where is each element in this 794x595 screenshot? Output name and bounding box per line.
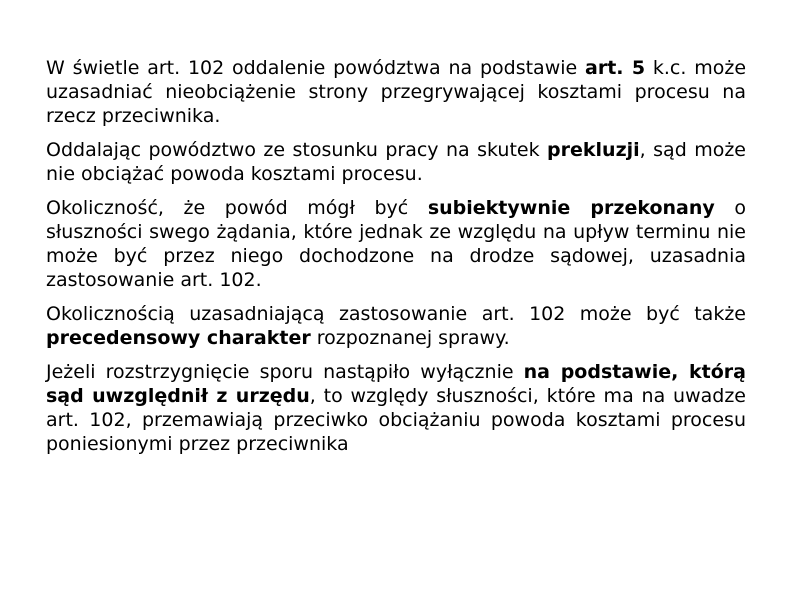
paragraph-precedens — [46, 302, 746, 350]
paragraph-text: Okolicznością uzasadniającą zastosowanie art. 102 może być także — [46, 303, 746, 325]
paragraph-text: W świetle art. 102 oddalenie powództwa na podstawie — [46, 57, 585, 79]
emphasis-text: precedensowy charakter — [46, 327, 311, 349]
emphasis-text: na podstawie, którą sąd uwzględnił z urzędu — [46, 361, 746, 407]
paragraph-text: Jeżeli rozstrzygnięcie sporu nastąpiło wyłącznie — [46, 361, 524, 383]
paragraph-text: k.c. może uzasadniać nieobciążenie strony przegrywającej kosztami procesu na rzecz przeciwnika. — [46, 57, 747, 127]
paragraph-text: , to względy słuszności, które ma na uwadze art. 102, przemawiają przeciwko obciążaniu powoda kosztami procesu poniesionymi przez przeciwnika — [46, 385, 746, 455]
paragraph-text: Oddalając powództwo ze stosunku pracy na skutek — [46, 139, 548, 161]
paragraph-text: Okoliczność, że powód mógł być — [46, 197, 428, 219]
paragraph-text: rozpoznanej sprawy. — [310, 327, 510, 349]
paragraph-z-urzedu — [46, 360, 746, 456]
paragraph-art5 — [46, 56, 746, 128]
paragraph-subiektywne-przekonanie — [46, 196, 746, 292]
paragraph-text: o słuszności swego żądania, które jednak ze względu na upływ terminu nie może być przez niego dochodzone na drodze sądowej, uzasadnia zastosowanie art. 102. — [46, 197, 746, 291]
emphasis-text: prekluzji — [547, 139, 640, 161]
paragraph-text: , sąd może nie obciążać powoda kosztami procesu. — [46, 139, 746, 185]
emphasis-text: subiektywnie przekonany — [427, 197, 715, 219]
paragraph-prekluzja — [46, 138, 746, 186]
emphasis-text: art. 5 — [585, 57, 646, 79]
text-body — [46, 56, 746, 466]
